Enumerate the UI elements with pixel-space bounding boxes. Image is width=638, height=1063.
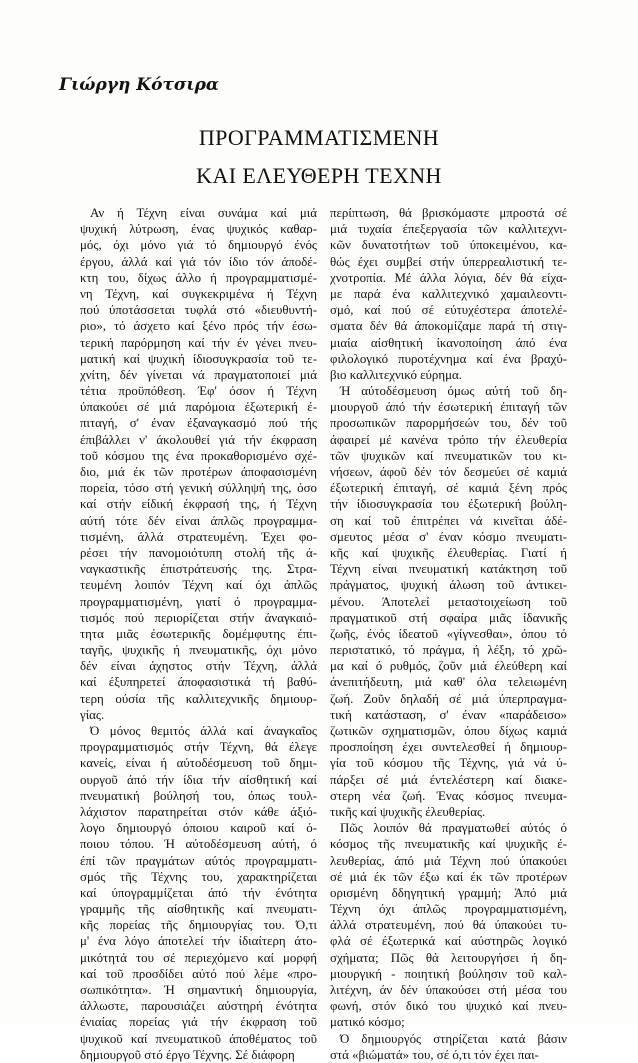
text-line: λιτέχνη, άν δέν ύπακούσει στή μέσα του xyxy=(330,983,567,997)
text-line: Τέχνη όχι άπλῶς προγραμματισμένη, xyxy=(330,902,567,917)
text-line: Ό δημιουργός στηρίζεται κατά βάσιν xyxy=(340,1031,567,1046)
text-line: φιλολογικό πυροτέχνημα καί ένα βραχύ- xyxy=(330,351,567,366)
text-line: τοῦ κόσμου της ένα προκαθορισμένο σχέ- xyxy=(80,448,317,463)
text-line: ζωτικῶν σχηματισμῶν, όπου δίχως καμιά xyxy=(330,724,567,738)
text-line: ναγκαστικῆς έπιστράτευσής της. Στρα- xyxy=(80,562,317,577)
text-line: λογο δημιουργό όποιου καιροῦ καί ό- xyxy=(80,821,317,836)
text-line: καί ύπογραμμίζεται άπό τήν ένότητα xyxy=(80,885,317,900)
text-line: τευμένη λοιπόν Τέχνη καί όχι άπλῶς xyxy=(80,578,317,593)
text-line: λευθερίας, άπό μιά Τέχνη πού ύπακούει xyxy=(330,853,567,868)
text-line: στερη νέα ζωή. Ένας κόσμος πνευμα- xyxy=(330,788,567,803)
text-line: μιαία αίσθητική ίκανοποίηση άπό ένα xyxy=(330,335,567,350)
text-line: μ' ένα λόγο άποτελεί τήν ίδιαίτερη άτο- xyxy=(80,934,317,949)
text-line: ματική καί ψυχική ίδιοσυγκρασία τοῦ τε- xyxy=(80,351,317,366)
text-line: κῶν δυνατοτήτων τοῦ ύποκειμένου, κα- xyxy=(330,238,567,253)
text-line: ματικό κόσμο; xyxy=(330,1015,405,1030)
text-line: έργου, άλλά καί γιά τόν ίδιο τόν άποδέ- xyxy=(80,254,317,269)
text-line: προγραμματισμός στήν Τέχνη, θά έλεγε xyxy=(80,740,317,755)
text-line: καί τοῦ προσδίδει αύτό πού λέμε «προ- xyxy=(80,966,317,981)
text-line: μιουργική - ποιητική βούλησιν τοῦ καλ- xyxy=(330,966,567,981)
text-line: αύτή τότε δέν είναι άπλῶς προγραμμα- xyxy=(80,513,317,528)
text-line: άφαιρεί μέ κανένα τρόπο τήν έλευθερία xyxy=(330,432,567,447)
text-line: δέν είναι άχηστος στήν Τέχνη, άλλά xyxy=(80,659,317,674)
text-line: τισμός πού περιορίζεται στήν άναγκαιό- xyxy=(80,610,317,625)
text-line: τερη ούσία τῆς καλλιτεχνικῆς δημιουρ- xyxy=(80,691,317,706)
text-line: τερική παρόρμηση καί τήν έν γένει πνευ- xyxy=(80,335,317,350)
text-line: ποιου τόπου. Ή αύτοδέσμευση αύτή, ό xyxy=(80,837,317,852)
text-line: μιά τυχαία έπεξεργασία τῶν καλλιτεχνι- xyxy=(330,222,567,237)
text-line: έξωτερική έπιταγή, σέ καμιά ξένη πρός xyxy=(330,481,567,496)
text-line: ορισμένη δδηγητική γραμμή; Άπό μιά xyxy=(330,885,567,900)
text-line: ψυχική λύτρωση, ένας ψυχικός καθαρ- xyxy=(80,222,317,237)
text-line: φλά σέ έξωτερικά καί αύστηρῶς λογικό xyxy=(330,934,567,949)
text-line: ουργοῦ άπό τήν ίδια τήν αίσθητική καί xyxy=(80,772,317,787)
text-line: σματα δέν θά άποκομίζαμε παρά τή στιγ- xyxy=(330,319,567,334)
text-line: άνεπιτήδευτη, μιά καθ' όλα τελειωμένη xyxy=(330,675,567,690)
text-line: σέ μιά έκ τῶν έξω καί έκ τῶν προτέρων xyxy=(330,869,567,884)
text-line: έπί τῶν πραγμάτων αύτός προγραμματι- xyxy=(80,853,317,868)
text-line: καί έξυπηρετεί άποφασιστικά τή βαθύ- xyxy=(80,675,317,690)
text-line: περίπτωση, θά βρισκόμαστε μπροστά σέ xyxy=(330,206,567,220)
text-line: ψυχικοῦ καί πνευματικοῦ άποθέματος τοῦ xyxy=(80,1031,317,1046)
text-line: πραγματικοῦ στή σφαίρα μιᾶς ίδανικῆς xyxy=(330,610,567,625)
text-line: γίας. xyxy=(80,707,105,722)
article-title-line-2: ΚΑΙ ΕΛΕΥΘΕΡΗ ΤΕΧΝΗ xyxy=(196,163,442,188)
text-line: έπιβάλλει ν' άκολουθεί γιά τήν έκφραση xyxy=(80,432,317,447)
text-line: ριο», τό άσχετο καί ξένο πρός τήν έσω- xyxy=(80,319,317,334)
text-line: λάχιστον παρατηρείται στόν κάθε άξιό- xyxy=(80,804,317,819)
text-line: σχήματα; Πῶς θά λειτουργήσει ή δη- xyxy=(330,950,567,965)
text-line: τική κατάσταση, σ' έναν «παράδεισο» xyxy=(330,707,567,722)
text-line: Πῶς λοιπόν θά πραγματωθεί αύτός ό xyxy=(340,821,567,836)
text-line: σμευτος μέσα σ' έναν κόσμο πνευματι- xyxy=(330,529,567,544)
text-line: μός, όχι μόνο γιά τό δημιουργό ένός xyxy=(80,238,317,253)
text-line: στά «βιώματά» του, σέ ό,τι τόν έχει παι- xyxy=(330,1047,539,1062)
author-name: Γιώργη Κότσιρα xyxy=(59,75,219,95)
text-line: ση καί τοῦ έπιτρέπει νά κινεῖται άδέ- xyxy=(330,513,567,528)
text-line: άλλωστε, παρουσιάζει αύστηρή ένότητα xyxy=(80,999,317,1014)
text-line: ένιαίας πορείας γιά τήν έκφραση τοῦ xyxy=(80,1015,317,1030)
text-line: καί στήν είδική έκφρασή της, ή Τέχνη xyxy=(80,497,317,512)
text-line: άλλά στρατευμένη, πού θά ύπακούει τυ- xyxy=(330,918,567,933)
text-line: μένου. Άποτελεί μεταστοιχείωση τοῦ xyxy=(330,594,567,609)
text-line: κανείς, είναι ή αύτοδέσμευση τοῦ δημι- xyxy=(80,756,317,771)
text-line: θώς έχει συμβεί στήν ύπερρεαλιστική τε- xyxy=(330,254,567,269)
text-line: Τέχνη είναι πνευματική κατάκτηση τοῦ xyxy=(330,562,567,577)
text-line: γραμμῆς τῆς αίσθητικῆς καί πνευματι- xyxy=(80,902,317,917)
text-line: μιουργοῦ άπό τήν έσωτερική έπιταγή τῶν xyxy=(330,400,567,415)
text-line: βιο καλλιτεχνικό εύρημα. xyxy=(330,367,462,382)
text-line: τικῆς καί ψυχικῆς έλευθερίας. xyxy=(330,804,486,819)
text-line: νήσεων, άφοῦ δέν τόν δεσμεύει σέ καμιά xyxy=(330,465,567,479)
text-line: τήν ίδιοσυγκρασία του έξωτερική βούλη- xyxy=(330,497,567,512)
text-line: σωπικότητα». Ή σημαντική δημιουργία, xyxy=(80,983,317,997)
text-line: κῆς πορείας τῆς δημιουργίας του. Ό,τι xyxy=(80,918,317,933)
text-line: τέτια προϋπόθεση. Έφ' όσον ή Τέχνη xyxy=(80,384,317,399)
text-line: κτη του, δίχως άλλο ή προγραμματισμέ- xyxy=(80,270,317,285)
text-line: ταγῆς, ψυχικῆς ή πνευματικῆς, όχι μόνο xyxy=(80,643,317,658)
text-line: ρέσει τήν πανομοιότυπη στολή τῆς ά- xyxy=(80,545,317,560)
text-line: προσωπικῶν παρορμήσεών του, δέν τοῦ xyxy=(330,416,567,431)
text-line: τητα μιᾶς έσωτερικῆς δομέμφυτης έπι- xyxy=(80,626,317,641)
text-line: πιταγή, σ' έναν έξαναγκασμό πού τής xyxy=(80,416,317,431)
text-line: κῆς καί ψυχικῆς έλευθερίας. Γιατί ή xyxy=(330,545,567,560)
text-line: προσποίηση έχει συντελεσθεί ή δημιουρ- xyxy=(330,740,567,755)
text-line: τισμένη, άλλά στρατευμένη. Έχει φο- xyxy=(80,529,317,544)
text-line: χνίτη, δέν γίνεται νά πραγματοποιεί μιά xyxy=(80,367,317,382)
text-line: γία τοῦ κόσμου τῆς Τέχνης, γιά νά ύ- xyxy=(330,756,567,771)
text-line: μικότητά του σέ περιεχόμενο καί μορφή xyxy=(80,950,317,965)
text-line: περιστατικό, τό πράγμα, ή λέξη, τό χρῶ- xyxy=(330,643,567,658)
text-line: μα καί ό ρυθμός, ζοῦν μιά έλεύθερη καί xyxy=(330,659,567,674)
text-line: ζωή. Ζοῦν δηλαδή σέ μιά ύπερπραγμα- xyxy=(330,691,567,706)
text-line: με παρά ένα καλλιτεχνικό χαμαιλεοντι- xyxy=(330,286,567,301)
text-line: Ό μόνος θεμιτός άλλά καί άναγκαῖος xyxy=(90,724,317,738)
text-line: ζωῆς, ένός ίδεατοῦ «γίγνεσθαι», όπου τό xyxy=(330,626,567,641)
text-line: σμό, καί πού σέ εύτυχέστερα άποτελέ- xyxy=(330,303,567,318)
right-text-column xyxy=(330,205,567,1063)
text-line: πνευματική βούλησή του, όπως τουλ- xyxy=(80,788,317,803)
text-line: πορεία, τόσο στή γενική σύλληψή της, όσο xyxy=(80,481,317,496)
text-line: πού ύποτάσσεται τυφλά στό «διευθυντή- xyxy=(80,303,317,318)
text-line: δημιουργοῦ στό έργο Τέχνης. Σέ διάφορη xyxy=(80,1047,295,1062)
text-line: σμός τῆς Τέχνης του, χαρακτηρίζεται xyxy=(80,869,317,884)
text-line: τῶν ψυχικῶν καί πνευματικῶν του κι- xyxy=(330,448,567,463)
text-line: πάρξει σέ μιά έντελέστερη καί διακε- xyxy=(330,772,567,787)
text-line: ύπακούει σέ μιά παρόμοια έξωτερική έ- xyxy=(80,400,317,415)
text-line: Αν ή Τέχνη είναι συνάμα καί μιά xyxy=(90,206,317,220)
text-line: νη Τέχνη, καί συγκεκριμένα ή Τέχνη xyxy=(80,286,317,301)
article-title-line-1: ΠΡΟΓΡΑΜΜΑΤΙΣΜΕΝΗ xyxy=(198,125,440,150)
left-text-column xyxy=(80,205,317,1063)
text-line: φωνή, στόν δικό του ψυχικό καί πνευ- xyxy=(330,999,567,1014)
text-line: Ή αύτοδέσμευση όμως αύτή τοῦ δη- xyxy=(340,384,567,399)
text-line: διο, μιά έκ τῶν προτέρων άποφασισμένη xyxy=(80,465,317,479)
text-line: προγραμματισμένη, γιατί ό προγραμμα- xyxy=(80,594,317,609)
text-line: πράγματος, ψυχική άλωση τοῦ άντικει- xyxy=(330,578,567,593)
text-line: κόσμος τῆς πνευματικῆς καί ψυχικῆς έ- xyxy=(330,837,567,852)
text-line: χνοτροπία. Μέ άλλα λόγια, δέν θά είχα- xyxy=(330,270,567,285)
